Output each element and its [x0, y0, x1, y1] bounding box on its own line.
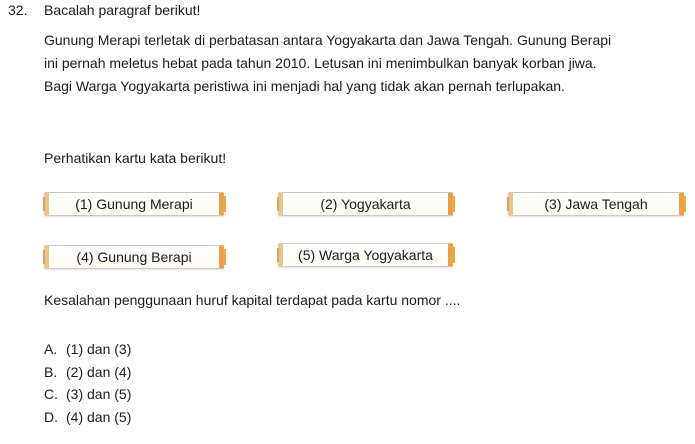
reading-paragraph	[44, 29, 684, 98]
option-text: (2) dan (4)	[66, 364, 132, 380]
option-text: (4) dan (5)	[66, 409, 132, 425]
question-prompt: Kesalahan penggunaan huruf kapital terdapat pada kartu nomor ....	[44, 292, 461, 308]
word-card-1	[44, 192, 224, 216]
option-letter: B.	[44, 364, 58, 380]
paragraph-line: Bagi Warga Yogyakarta peristiwa ini menjadi hal yang tidak akan pernah terlupakan.	[44, 78, 565, 94]
word-card-2	[278, 192, 453, 216]
option-text: (3) dan (5)	[66, 386, 132, 402]
word-card-label: (5) Warga Yogyakarta	[298, 247, 433, 263]
word-card-label: (3) Jawa Tengah	[544, 196, 648, 212]
answer-option-c[interactable]	[44, 386, 131, 402]
word-card-label: (4) Gunung Berapi	[76, 249, 192, 265]
answer-option-b[interactable]	[44, 364, 131, 380]
option-letter: D.	[44, 409, 58, 425]
word-card-label: (1) Gunung Merapi	[75, 196, 193, 212]
answer-option-a[interactable]	[44, 341, 131, 357]
option-letter: A.	[44, 341, 58, 357]
paragraph-line: ini pernah meletus hebat pada tahun 2010. Letusan ini menimbulkan banyak korban jiwa.	[44, 55, 597, 71]
question-number: 32.	[8, 2, 28, 18]
word-card-3	[508, 192, 684, 216]
option-letter: C.	[44, 386, 58, 402]
option-text: (1) dan (3)	[66, 341, 132, 357]
card-prompt: Perhatikan kartu kata berikut!	[44, 150, 227, 166]
paragraph-line: Gunung Merapi terletak di perbatasan antara Yogyakarta dan Jawa Tengah. Gunung Berapi	[44, 32, 612, 48]
word-card-label: (2) Yogyakarta	[320, 196, 411, 212]
answer-option-d[interactable]	[44, 409, 131, 425]
word-card-4	[44, 245, 224, 269]
question-instruction: Bacalah paragraf berikut!	[44, 2, 201, 18]
word-card-5	[278, 243, 453, 267]
